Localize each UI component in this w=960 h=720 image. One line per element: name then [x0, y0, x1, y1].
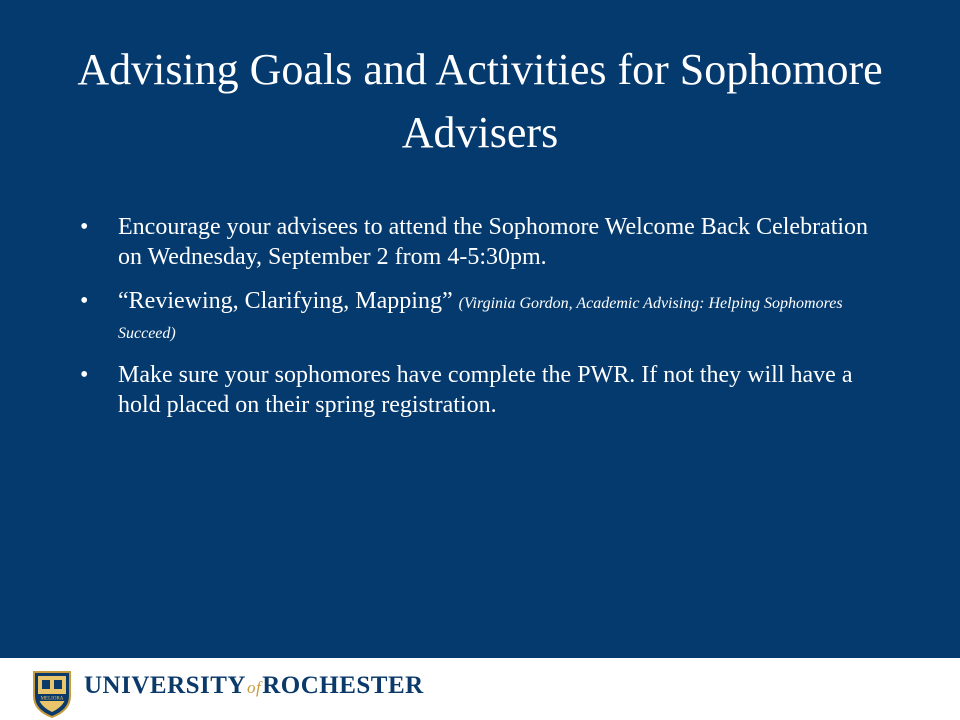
bullet-dot-icon: •: [80, 214, 89, 240]
wordmark-university: UNIVERSITY: [84, 672, 246, 699]
bullet-citation: (Virginia Gordon, Academic Advising: Helping Sophomores Succeed): [118, 295, 843, 342]
footer-bar: [0, 658, 960, 720]
bullet-list: [80, 212, 870, 434]
slide-title: Advising Goals and Activities for Sophomore Advisers: [77, 45, 883, 157]
bullet-dot-icon: •: [80, 362, 89, 388]
bullet-text: “Reviewing, Clarifying, Mapping”: [118, 288, 453, 314]
university-seal-icon: [30, 668, 74, 718]
bullet-item: [80, 212, 870, 272]
seal-motto: MELIORA: [40, 696, 64, 702]
bullet-dot-icon: •: [80, 288, 89, 314]
bullet-item: [80, 360, 870, 420]
bullet-text: Make sure your sophomores have complete the PWR. If not they will have a hold placed on their spring registration.: [118, 362, 853, 418]
bullet-text: Encourage your advisees to attend the Sophomore Welcome Back Celebration on Wednesday, September 2 from 4-5:30pm.: [118, 214, 869, 270]
university-wordmark: [84, 672, 424, 700]
wordmark-rochester: ROCHESTER: [262, 672, 424, 699]
bullet-item: [80, 286, 870, 346]
wordmark-of: of: [246, 678, 262, 697]
